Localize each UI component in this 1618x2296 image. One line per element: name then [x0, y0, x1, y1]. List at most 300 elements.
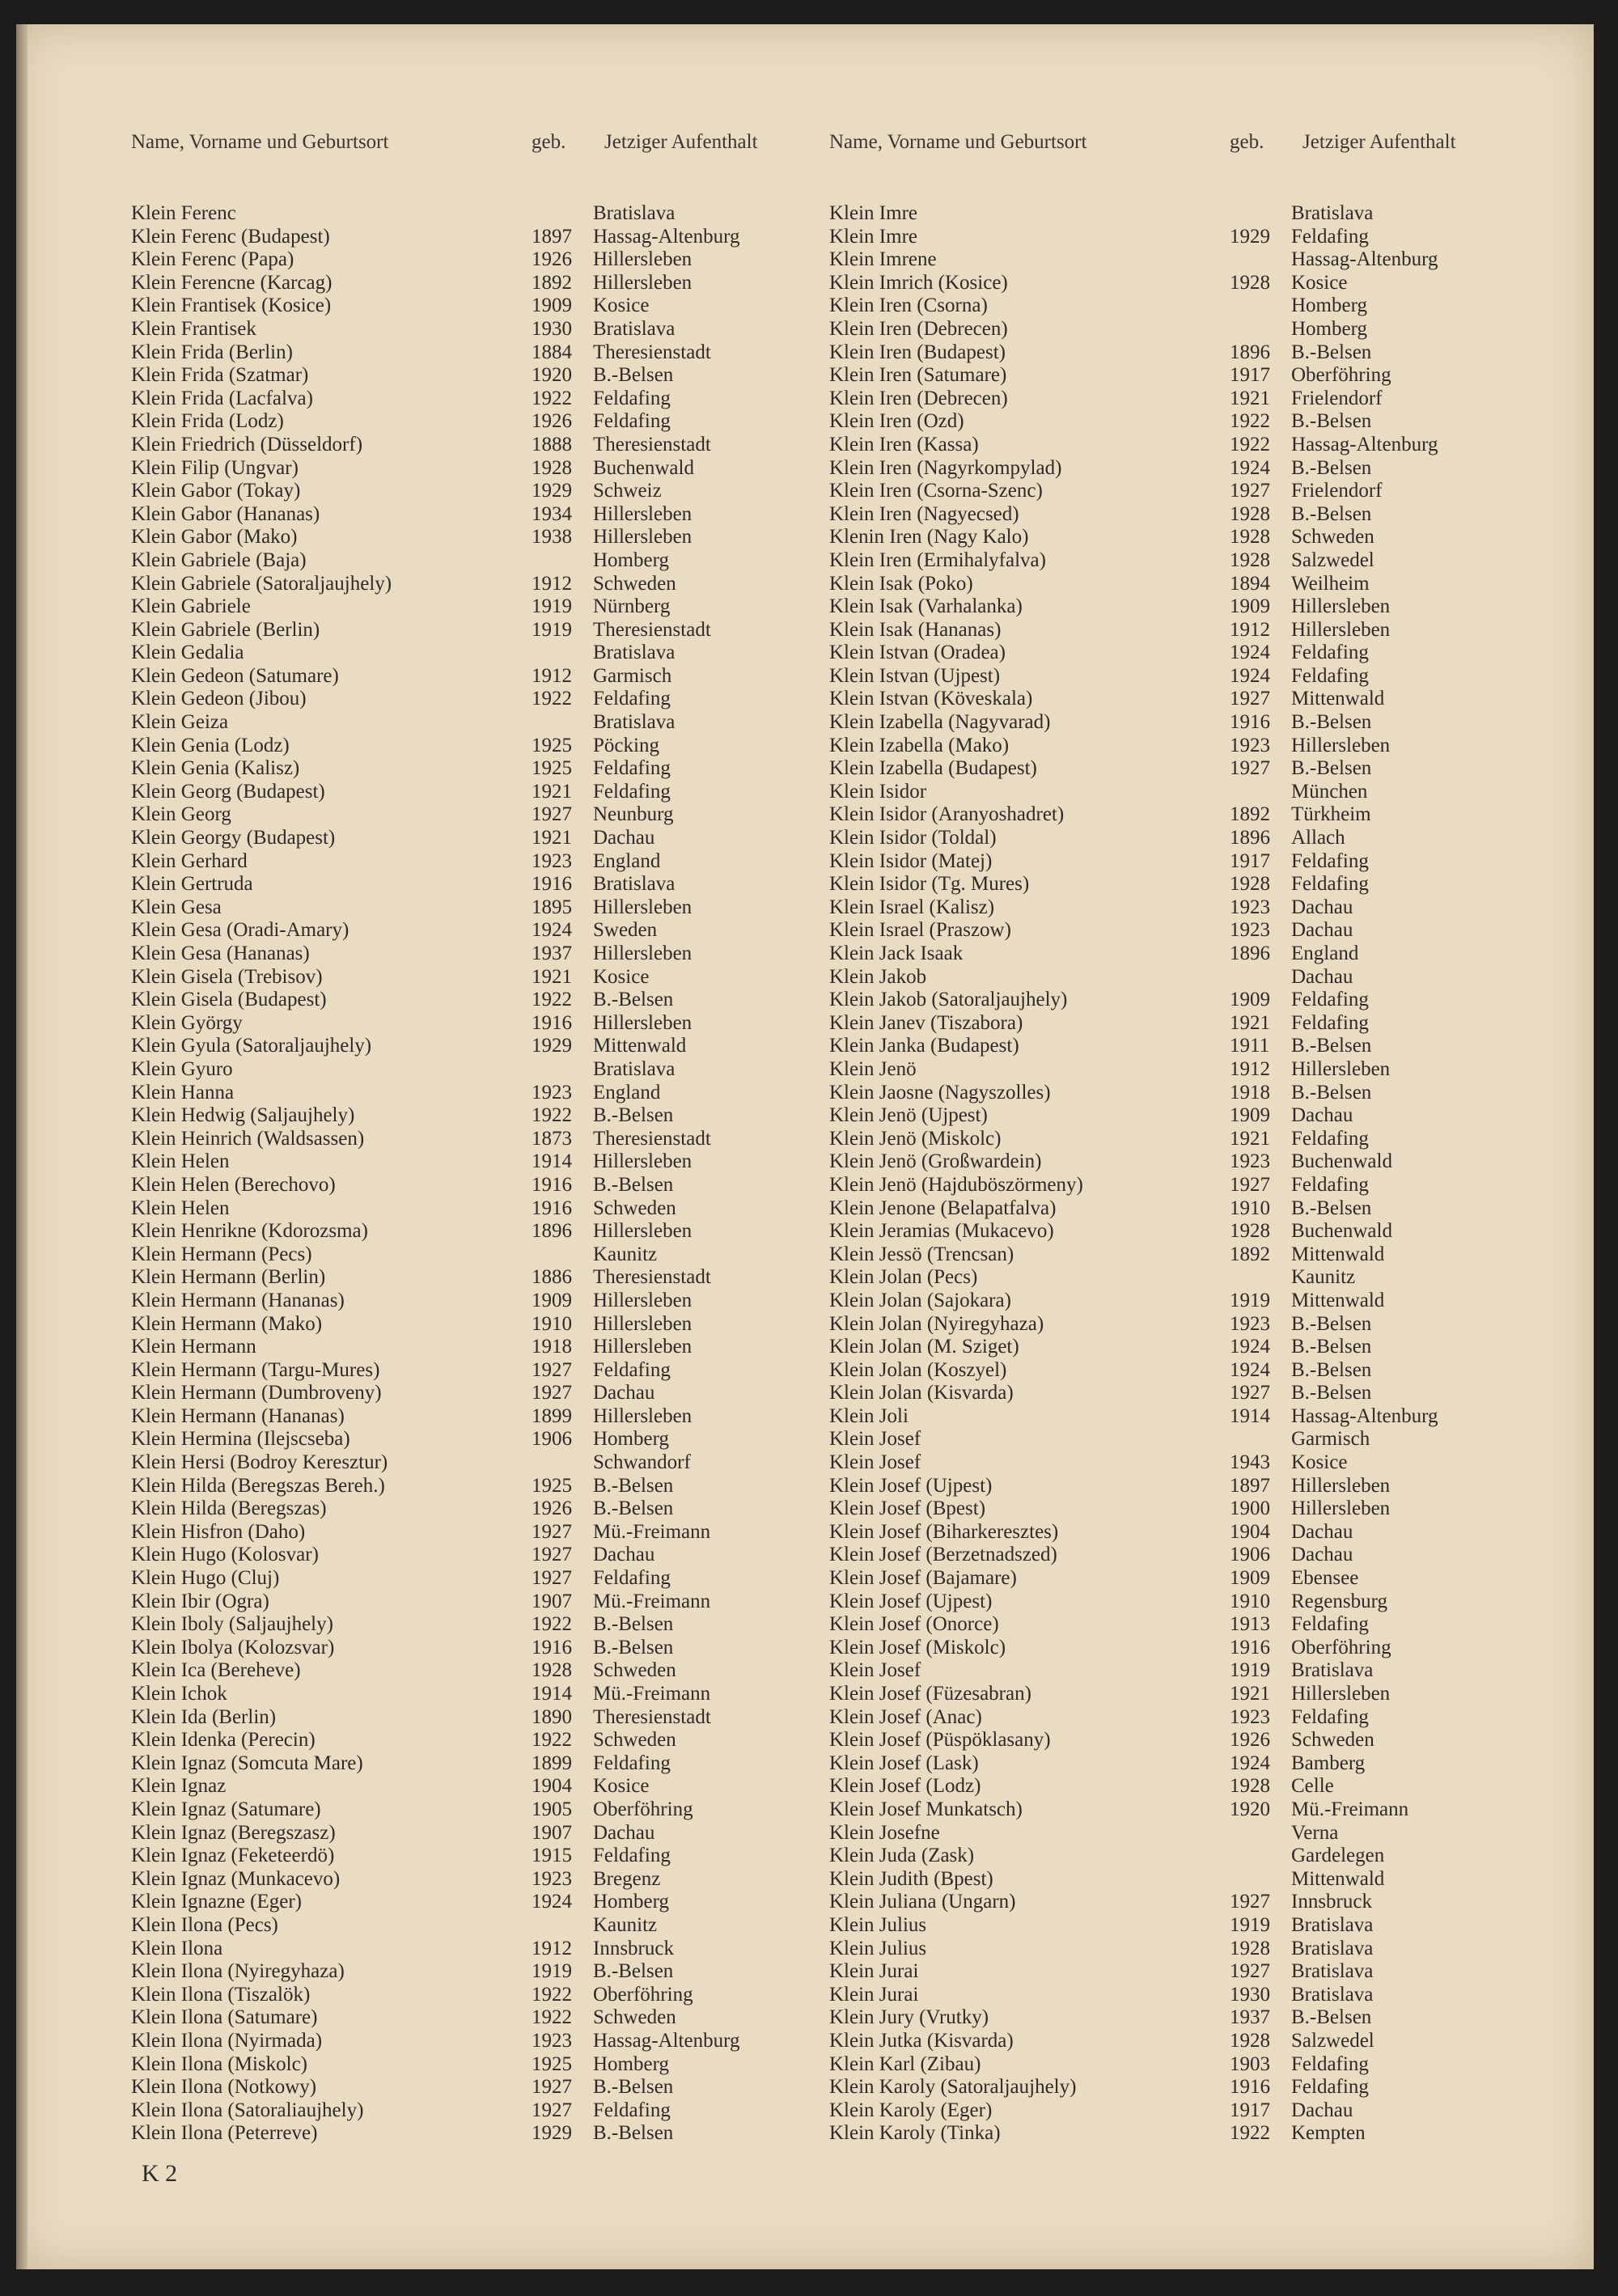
list-row [131, 388, 791, 411]
list-row [829, 1220, 1489, 1243]
birth-year: 1912 [532, 664, 572, 687]
list-row [829, 1938, 1489, 1961]
person-name: Klein Josef (Miskolc) [829, 1636, 1006, 1658]
birth-year: 1926 [532, 248, 572, 271]
current-location: Bratislava [593, 317, 676, 340]
birth-year: 1938 [532, 526, 572, 549]
list-row [131, 1313, 791, 1337]
current-location: Hillersleben [593, 1336, 693, 1358]
current-location: B.-Belsen [1291, 1382, 1372, 1404]
list-row [131, 1058, 791, 1082]
current-location: Dachau [1291, 919, 1353, 942]
list-row [829, 1475, 1489, 1498]
birth-year: 1886 [532, 1266, 572, 1289]
person-name: Klein Isak (Varhalanka) [829, 595, 1023, 618]
current-location: Hillersleben [593, 526, 693, 549]
current-location: Theresienstadt [593, 1266, 711, 1289]
birth-year: 1910 [1230, 1197, 1270, 1219]
list-row [131, 1382, 791, 1405]
person-name: Klein Julius [829, 1937, 927, 1959]
current-location: Homberg [593, 1891, 669, 1913]
birth-year: 1924 [1230, 1358, 1270, 1381]
current-location: Kosice [593, 1775, 650, 1798]
left-column-header [131, 131, 758, 155]
list-row [829, 1150, 1489, 1174]
person-name: Klein Jury (Vrutky) [829, 2006, 989, 2029]
list-row [131, 1035, 791, 1058]
list-row [131, 803, 791, 827]
birth-year: 1928 [1230, 271, 1270, 294]
current-location: Innsbruck [593, 1937, 674, 1959]
current-location: Hillersleben [1291, 1497, 1391, 1520]
binding-edge [16, 24, 28, 2269]
list-row [131, 1012, 791, 1036]
current-location: Bratislava [593, 642, 676, 664]
current-location: Feldafing [1291, 1705, 1369, 1728]
person-name: Klein Josef (Onorce) [829, 1613, 999, 1636]
list-row [131, 1475, 791, 1498]
person-name: Klein Jurai [829, 1983, 919, 2006]
person-name: Klein Ilona (Peterreve) [131, 2122, 318, 2145]
list-row [131, 1197, 791, 1221]
list-row [131, 1405, 791, 1429]
current-location: Innsbruck [1291, 1891, 1372, 1913]
list-row [131, 549, 791, 573]
person-name: Klein Frida (Szatmar) [131, 364, 309, 387]
person-name: Klein Gedalia [131, 642, 244, 664]
birth-year: 1923 [1230, 1312, 1270, 1335]
birth-year: 1923 [532, 1867, 572, 1890]
birth-year [1230, 1868, 1291, 1891]
birth-year: 1910 [1230, 1590, 1270, 1612]
current-location: Feldafing [1291, 1011, 1369, 1034]
birth-year [1230, 966, 1291, 989]
list-row [829, 1313, 1489, 1337]
list-row [829, 2053, 1489, 2077]
list-row [131, 226, 791, 249]
list-row [131, 1613, 791, 1637]
person-name: Klein Imrene [829, 248, 937, 271]
birth-year: 1916 [532, 873, 572, 896]
list-row [829, 966, 1489, 989]
current-location: Mittenwald [1291, 688, 1385, 710]
list-row [131, 1104, 791, 1128]
birth-year: 1925 [532, 1474, 572, 1497]
current-location: Bratislava [593, 711, 676, 734]
current-location: Hillersleben [1291, 1683, 1391, 1705]
person-name: Klein Ilona (Satoraliaujhely) [131, 2099, 364, 2121]
birth-year: 1897 [1230, 1474, 1270, 1497]
person-name: Klein Iren (Ozd) [829, 410, 964, 433]
person-name: Klein Jolan (Sajokara) [829, 1289, 1011, 1311]
right-column-header [829, 131, 1456, 155]
person-name: Klein Jenö [829, 1057, 917, 1080]
list-row [829, 272, 1489, 295]
list-row [131, 294, 791, 318]
person-name: Klein Hugo (Cluj) [131, 1567, 280, 1590]
list-row [829, 1729, 1489, 1752]
birth-year: 1927 [532, 803, 572, 826]
person-name: Klein Karoly (Satoraljaujhely) [829, 2076, 1077, 2099]
person-name: Klein Jutka (Kisvarda) [829, 2029, 1014, 2052]
birth-year: 1907 [532, 1821, 572, 1844]
list-row [829, 2076, 1489, 2099]
birth-year [532, 1243, 593, 1267]
list-row [829, 1266, 1489, 1290]
list-row [131, 1659, 791, 1683]
birth-year: 1896 [532, 1220, 572, 1243]
current-location: Hillersleben [593, 1011, 693, 1034]
person-name: Klein Gabor (Mako) [131, 526, 298, 549]
current-location: Bregenz [593, 1867, 661, 1890]
birth-year: 1919 [532, 595, 572, 618]
current-location: Kosice [1291, 1451, 1348, 1474]
list-row [131, 989, 791, 1012]
person-name: Klein Gabriele (Satoraljaujhely) [131, 572, 392, 595]
birth-year [532, 1058, 593, 1082]
person-name: Klein Hilda (Beregszas Bereh.) [131, 1474, 385, 1497]
birth-year [532, 1451, 593, 1475]
birth-year: 1909 [1230, 1104, 1270, 1127]
current-location: B.-Belsen [593, 2076, 674, 2099]
list-row [131, 2030, 791, 2053]
page-code: K 2 [142, 2160, 178, 2187]
list-row [829, 1497, 1489, 1521]
birth-year: 1924 [1230, 642, 1270, 664]
header-aufenthalt-label: Jetziger Aufenthalt [604, 131, 758, 153]
list-row [131, 410, 791, 434]
current-location: Feldafing [593, 2099, 671, 2121]
birth-year: 1888 [532, 433, 572, 455]
birth-year [532, 711, 593, 735]
birth-year: 1927 [1230, 757, 1270, 780]
birth-year: 1922 [532, 1729, 572, 1752]
person-name: Klein Jessö (Trencsan) [829, 1243, 1014, 1265]
birth-year: 1904 [532, 1775, 572, 1798]
person-name: Klein Josef (Püspöklasany) [829, 1729, 1051, 1752]
list-row [131, 850, 791, 874]
current-location: B.-Belsen [593, 1104, 674, 1127]
current-location: Hillersleben [593, 1150, 693, 1173]
current-location: Hillersleben [593, 1220, 693, 1243]
list-row [829, 1567, 1489, 1591]
person-name: Klein Georg (Budapest) [131, 780, 325, 803]
list-row [131, 688, 791, 711]
list-row [829, 1174, 1489, 1197]
person-name: Klein Ignaz (Munkacevo) [131, 1867, 341, 1890]
header-name-label: Name, Vorname und Geburtsort [829, 131, 1087, 153]
current-location: Türkheim [1291, 803, 1371, 826]
person-name: Klein Iboly (Saljaujhely) [131, 1613, 333, 1636]
list-row [829, 1128, 1489, 1151]
current-location: Hassag-Altenburg [1291, 433, 1438, 455]
list-row [829, 850, 1489, 874]
list-row [829, 2006, 1489, 2030]
birth-year: 1928 [1230, 1937, 1270, 1959]
birth-year: 1927 [1230, 1382, 1270, 1404]
current-location: Schweiz [593, 480, 662, 502]
current-location: Schwandorf [593, 1451, 691, 1474]
current-location: B.-Belsen [1291, 1035, 1372, 1057]
birth-year: 1922 [1230, 433, 1270, 455]
current-location: Schweden [1291, 526, 1374, 549]
birth-year [532, 642, 593, 665]
person-name: Klein Gesa (Hananas) [131, 943, 310, 964]
current-location: Feldafing [1291, 873, 1369, 896]
current-location: Feldafing [1291, 849, 1369, 872]
list-row [829, 1868, 1489, 1891]
birth-year: 1923 [1230, 919, 1270, 942]
current-location: B.-Belsen [1291, 1312, 1372, 1335]
header-aufenthalt-label: Jetziger Aufenthalt [1302, 131, 1456, 153]
person-name: Klein Josef (Biharkeresztes) [829, 1520, 1059, 1543]
person-name: Klein Josef (Lask) [829, 1752, 979, 1774]
list-row [829, 457, 1489, 481]
person-name: Klein Imrich (Kosice) [829, 271, 1008, 294]
list-row [131, 364, 791, 388]
list-row [829, 1405, 1489, 1429]
birth-year: 1925 [532, 2052, 572, 2075]
person-name: Klein Istvan (Ujpest) [829, 664, 1001, 687]
person-name: Klein Jaosne (Nagyszolles) [829, 1081, 1051, 1104]
person-name: Klein Josef Munkatsch) [829, 1798, 1023, 1820]
person-name: Klein Hermann (Hananas) [131, 1289, 345, 1311]
birth-year: 1927 [1230, 1960, 1270, 1983]
person-name: Klein Josef [829, 1659, 921, 1682]
list-row [829, 2030, 1489, 2053]
birth-year: 1927 [532, 1358, 572, 1381]
birth-year: 1909 [532, 294, 572, 317]
current-location: England [593, 849, 661, 872]
birth-year: 1916 [1230, 2076, 1270, 2099]
list-row [131, 503, 791, 527]
list-row [829, 1382, 1489, 1405]
list-row [131, 1359, 791, 1383]
list-row [829, 1822, 1489, 1845]
person-name: Klein Josef (Berzetnadszed) [829, 1544, 1057, 1566]
person-name: Klein Jolan (Kisvarda) [829, 1382, 1014, 1404]
list-row [131, 873, 791, 896]
birth-year: 1943 [1230, 1451, 1270, 1474]
header-geb-label: geb. [532, 131, 566, 153]
person-name: Klein Gesa [131, 896, 222, 918]
person-name: Klein Genia (Lodz) [131, 734, 290, 756]
list-row [131, 457, 791, 481]
person-name: Klein Karoly (Tinka) [829, 2122, 1001, 2145]
current-location: Hillersleben [593, 271, 693, 294]
list-row [131, 1683, 791, 1706]
birth-year: 1921 [1230, 1127, 1270, 1150]
current-location: B.-Belsen [593, 1474, 674, 1497]
current-location: Feldafing [1291, 664, 1369, 687]
person-name: Klein Gedeon (Satumare) [131, 664, 339, 687]
list-row [829, 434, 1489, 457]
list-row [829, 1428, 1489, 1451]
birth-year: 1926 [1230, 1729, 1270, 1752]
current-location: Bratislava [1291, 1983, 1374, 2006]
current-location: Mü.-Freimann [593, 1520, 711, 1543]
person-name: Klein Josef (Anac) [829, 1705, 982, 1728]
birth-year: 1918 [532, 1336, 572, 1358]
list-row [829, 549, 1489, 573]
list-row [829, 341, 1489, 365]
birth-year: 1916 [1230, 711, 1270, 734]
birth-year: 1922 [532, 989, 572, 1011]
person-name: Klein Imre [829, 225, 917, 248]
person-name: Klein Julius [829, 1913, 927, 1936]
person-name: Klein Izabella (Nagyvarad) [829, 711, 1051, 734]
current-location: Oberföhring [1291, 1636, 1391, 1658]
birth-year: 1906 [532, 1428, 572, 1451]
person-name: Klein Ilona (Nyiregyhaza) [131, 1960, 345, 1983]
list-row [131, 735, 791, 758]
current-location: Hillersleben [593, 1312, 693, 1335]
birth-year: 1927 [532, 1544, 572, 1566]
birth-year: 1897 [532, 225, 572, 248]
person-name: Klein Isak (Poko) [829, 572, 973, 595]
list-row [829, 665, 1489, 688]
person-name: Klein Izabella (Budapest) [829, 757, 1037, 780]
list-row [829, 642, 1489, 665]
birth-year: 1922 [532, 2006, 572, 2029]
birth-year: 1920 [1230, 1798, 1270, 1820]
current-location: Neunburg [593, 803, 674, 826]
person-name: Klein Gisela (Budapest) [131, 989, 327, 1011]
current-location: Allach [1291, 827, 1345, 849]
list-row [131, 966, 791, 989]
birth-year: 1922 [532, 1104, 572, 1127]
list-row [131, 341, 791, 365]
birth-year [532, 549, 593, 573]
person-name: Klein Ilona (Miskolc) [131, 2052, 308, 2075]
person-name: Klein Gyula (Satoraljaujhely) [131, 1035, 372, 1057]
person-name: Klein Ilona (Notkowy) [131, 2076, 317, 2099]
current-location: Hillersleben [1291, 618, 1391, 641]
person-name: Klein Iren (Kassa) [829, 433, 979, 455]
person-name: Klein Janev (Tiszabora) [829, 1011, 1023, 1034]
birth-year: 1928 [1230, 549, 1270, 571]
current-location: Schweden [593, 1729, 676, 1752]
list-row [131, 1290, 791, 1313]
person-name: Klein Istvan (Köveskala) [829, 688, 1033, 710]
list-row [131, 711, 791, 735]
birth-year: 1919 [1230, 1913, 1270, 1936]
person-name: Klein Josef [829, 1428, 921, 1451]
list-row [131, 1891, 791, 1914]
current-location: Feldafing [1291, 225, 1369, 248]
current-location: Hillersleben [593, 943, 693, 964]
current-location: Ebensee [1291, 1567, 1359, 1590]
person-name: Klein Hisfron (Daho) [131, 1520, 306, 1543]
list-row [131, 1243, 791, 1267]
birth-year: 1922 [1230, 2122, 1270, 2145]
birth-year: 1884 [532, 341, 572, 363]
birth-year: 1921 [532, 780, 572, 803]
current-location: Buchenwald [593, 456, 694, 479]
birth-year: 1894 [1230, 572, 1270, 595]
list-row [829, 1544, 1489, 1567]
current-location: B.-Belsen [593, 989, 674, 1011]
list-row [829, 1706, 1489, 1730]
list-row [131, 1706, 791, 1730]
list-row [829, 1082, 1489, 1105]
list-row [131, 1428, 791, 1451]
birth-year: 1916 [1230, 1636, 1270, 1658]
current-location: Frielendorf [1291, 480, 1383, 502]
current-location: Feldafing [593, 688, 671, 710]
birth-year: 1903 [1230, 2052, 1270, 2075]
list-row [829, 1359, 1489, 1383]
person-name: Klein Isidor (Toldal) [829, 827, 997, 849]
birth-year: 1921 [1230, 1683, 1270, 1705]
current-location: B.-Belsen [593, 1613, 674, 1636]
person-name: Klein Gisela (Trebisov) [131, 965, 323, 988]
list-row [131, 1960, 791, 1984]
person-name: Klein Gabriele (Baja) [131, 549, 307, 571]
list-row [131, 2053, 791, 2077]
current-location: Mü.-Freimann [593, 1590, 711, 1612]
person-name: Klein Henrikne (Kdorozsma) [131, 1220, 368, 1243]
birth-year: 1918 [1230, 1081, 1270, 1104]
person-name: Klein Jenö (Miskolc) [829, 1127, 1002, 1150]
birth-year: 1929 [532, 480, 572, 502]
person-name: Klein Ignazne (Eger) [131, 1891, 302, 1913]
list-row [829, 1521, 1489, 1544]
current-location: Frielendorf [1291, 387, 1383, 409]
person-name: Klein Israel (Praszow) [829, 919, 1011, 942]
current-location: Kaunitz [1291, 1266, 1356, 1289]
birth-year: 1912 [1230, 1057, 1270, 1080]
list-row [829, 688, 1489, 711]
person-name: Klein Gyuro [131, 1057, 233, 1080]
current-location: Feldafing [593, 757, 671, 780]
list-row [829, 1591, 1489, 1614]
person-name: Klein Helen [131, 1150, 230, 1173]
person-name: Klein Iren (Ermihalyfalva) [829, 549, 1046, 571]
list-row [829, 1197, 1489, 1221]
birth-year: 1900 [1230, 1497, 1270, 1520]
birth-year: 1927 [1230, 1891, 1270, 1913]
current-location: Schweden [593, 2006, 676, 2029]
current-location: Theresienstadt [593, 433, 711, 455]
person-name: Klein Gabriele (Berlin) [131, 618, 320, 641]
birth-year: 1909 [532, 1289, 572, 1311]
person-name: Klein Hermann [131, 1336, 256, 1358]
birth-year [1230, 781, 1291, 804]
current-location: Mittenwald [1291, 1243, 1385, 1265]
birth-year: 1927 [532, 1520, 572, 1543]
current-location: Schweden [593, 1659, 676, 1682]
list-row [829, 1336, 1489, 1359]
birth-year: 1924 [532, 1891, 572, 1913]
person-name: Klein Georgy (Budapest) [131, 827, 336, 849]
current-location: Oberföhring [1291, 364, 1391, 387]
current-location: Bratislava [1291, 202, 1374, 224]
list-row [131, 2006, 791, 2030]
person-name: Klein Gabor (Hananas) [131, 502, 320, 525]
birth-year: 1923 [532, 849, 572, 872]
birth-year: 1911 [1230, 1035, 1270, 1057]
person-name: Klein Gabor (Tokay) [131, 480, 301, 502]
birth-year [1230, 1428, 1291, 1451]
birth-year: 1896 [1230, 341, 1270, 363]
person-name: Klein Janka (Budapest) [829, 1035, 1019, 1057]
birth-year: 1873 [532, 1127, 572, 1150]
current-location: Dachau [593, 1821, 655, 1844]
current-location: B.-Belsen [1291, 502, 1372, 525]
birth-year: 1930 [532, 317, 572, 340]
person-name: Klein Jakob [829, 965, 927, 988]
